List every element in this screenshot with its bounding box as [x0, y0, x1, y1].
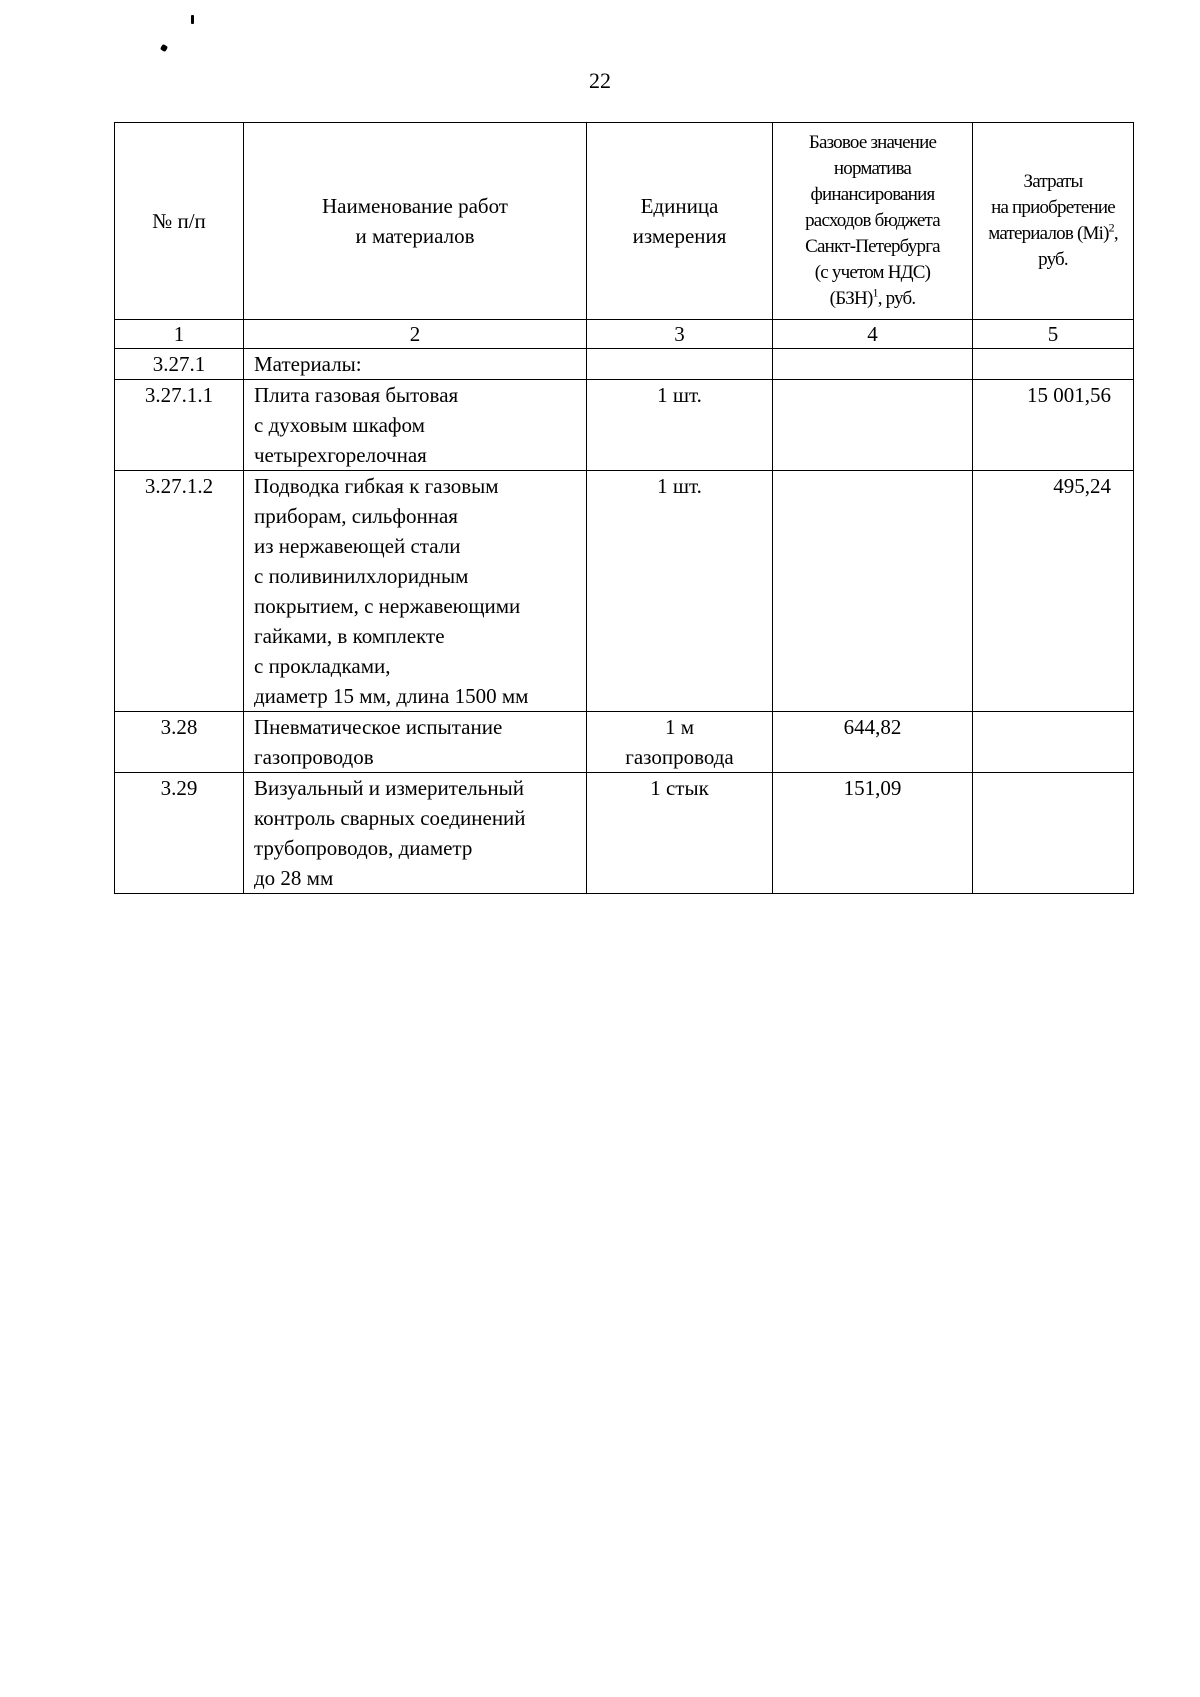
work-name: Подводка гибкая к газовым приборам, сильфонная из нержавеющей стали с поливинилхлоридным покрытием, с нержавеющими гайками, в комплекте с прокладками, диаметр 15 мм, длина 1500 мм: [244, 471, 587, 712]
cost-norm-table: [114, 122, 1134, 894]
header-cost: Затраты на приобретение материалов $(Mi)^2$, руб.: [973, 123, 1134, 320]
work-name: Материалы:: [244, 349, 587, 380]
scan-speck: [160, 44, 168, 52]
base-norm-value: [773, 471, 973, 712]
table-row: [115, 349, 1134, 380]
column-number: 5: [973, 320, 1134, 349]
row-number: 3.29: [115, 773, 244, 894]
row-number: 3.27.1.1: [115, 380, 244, 471]
unit: 1 стык: [587, 773, 773, 894]
column-number: 2: [244, 320, 587, 349]
work-name: Плита газовая бытовая с духовым шкафом четырехгорелочная: [244, 380, 587, 471]
material-cost: [973, 712, 1134, 773]
header-unit: Единица измерения: [587, 123, 773, 320]
unit: 1 шт.: [587, 471, 773, 712]
work-name: Пневматическое испытание газопроводов: [244, 712, 587, 773]
header-norm: Базовое значение норматива финансирования расходов бюджета Санкт-Петербурга (с учетом НДС) (БЗН)$^1$, руб.: [773, 123, 973, 320]
unit: [587, 349, 773, 380]
material-cost: 495,24: [973, 471, 1134, 712]
row-number: 3.28: [115, 712, 244, 773]
unit: 1 шт.: [587, 380, 773, 471]
material-cost: [973, 349, 1134, 380]
table-row: [115, 712, 1134, 773]
scan-speck: [191, 15, 194, 24]
base-norm-value: [773, 349, 973, 380]
work-name: Визуальный и измерительный контроль сварных соединений трубопроводов, диаметр до 28 мм: [244, 773, 587, 894]
footnote-mark: 2: [1108, 220, 1114, 235]
table-header-row: [115, 123, 1134, 320]
header-num: № п/п: [115, 123, 244, 320]
column-number-row: [115, 320, 1134, 349]
table-row: [115, 471, 1134, 712]
header-name: Наименование работ и материалов: [244, 123, 587, 320]
row-number: 3.27.1.2: [115, 471, 244, 712]
base-norm-value: [773, 380, 973, 471]
base-norm-value: 644,82: [773, 712, 973, 773]
column-number: 1: [115, 320, 244, 349]
page-number: 22: [589, 68, 611, 93]
row-number: 3.27.1: [115, 349, 244, 380]
base-norm-value: 151,09: [773, 773, 973, 894]
unit: 1 м газопровода: [587, 712, 773, 773]
material-cost: [973, 773, 1134, 894]
table-row: [115, 773, 1134, 894]
footnote-mark: 1: [872, 285, 878, 300]
column-number: 3: [587, 320, 773, 349]
material-cost: 15 001,56: [973, 380, 1134, 471]
column-number: 4: [773, 320, 973, 349]
table-row: [115, 380, 1134, 471]
